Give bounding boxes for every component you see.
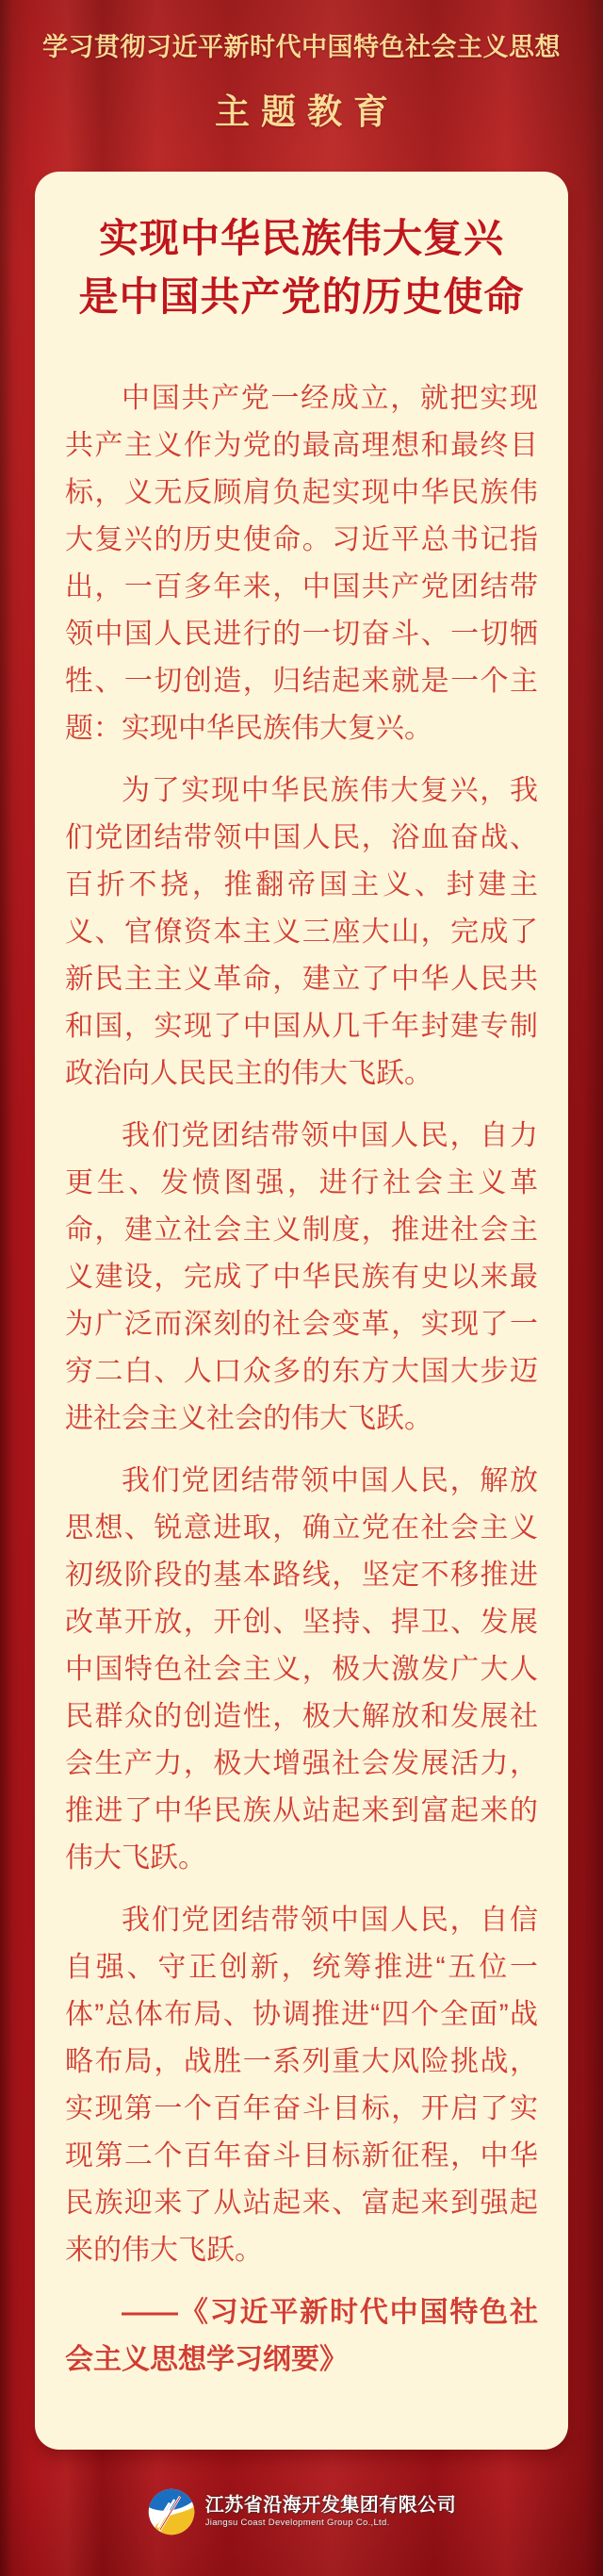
company-logo-icon [147,2487,196,2536]
body-paragraph-4: 我们党团结带领中国人民，解放思想、锐意进取，确立党在社会主义初级阶段的基本路线，坚定不移推进改革开放，开创、坚持、捍卫、发展中国特色社会主义，极大激发广大人民群众的创造性，极大解放和发展社会生产力，极大增强社会发展活力，推进了中华民族从站起来到富起来的伟大飞跃。 [65,1465,538,1874]
company-names [205,2495,457,2529]
card-title-line2: 是中国共产党的历史使命 [78,273,525,320]
company-name-cn: 江苏省沿海开发集团有限公司 [204,2495,457,2517]
content-card [35,172,568,2450]
body-paragraph-1: 中国共产党一经成立，就把实现共产主义作为党的最高理想和最终目标，义无反顾肩负起实现中华民族伟大复兴的历史使命。习近平总书记指出，一百多年来，中国共产党团结带领中国人民进行的一切奋斗、一切牺牲、一切创造，归结起来就是一个主题：实现中华民族伟大复兴。 [65,383,538,744]
card-title-line1: 实现中华民族伟大复兴 [98,215,504,261]
header-slogan-line2: 主题教育 [215,92,399,131]
card-title [65,209,538,326]
body-paragraph-5: 我们党团结带领中国人民，自信自强、守正创新，统筹推进“五位一体”总体布局、协调推进“四个全面”战略布局，战胜一系列重大风险挑战，实现第一个百年奋斗目标，开启了实现第二个百年奋斗目标新征程，中华民族迎来了从站起来、富起来到强起来的伟大飞跃。 [65,1905,538,2266]
source-citation: ——《习近平新时代中国特色社会主义思想学习纲要》 [65,2297,538,2375]
footer-branding [0,2487,603,2536]
header-slogan-line1: 学习贯彻习近平新时代中国特色社会主义思想 [42,33,561,61]
company-name-en: Jiangsu Coast Development Group Co.,Ltd. [204,2518,390,2529]
article-body [65,375,538,2384]
body-paragraph-3: 我们党团结带领中国人民，自力更生、发愤图强，进行社会主义革命，建立社会主义制度，推进社会主义建设，完成了中华民族有史以来最为广泛而深刻的社会变革，实现了一穷二白、人口众多的东方大国大步迈进社会主义社会的伟大飞跃。 [65,1120,538,1434]
body-paragraph-2: 为了实现中华民族伟大复兴，我们党团结带领中国人民，浴血奋战、百折不挠，推翻帝国主义、封建主义、官僚资本主义三座大山，完成了新民主主义革命，建立了中华人民共和国，实现了中国从几千年封建专制政治向人民民主的伟大飞跃。 [65,775,538,1089]
